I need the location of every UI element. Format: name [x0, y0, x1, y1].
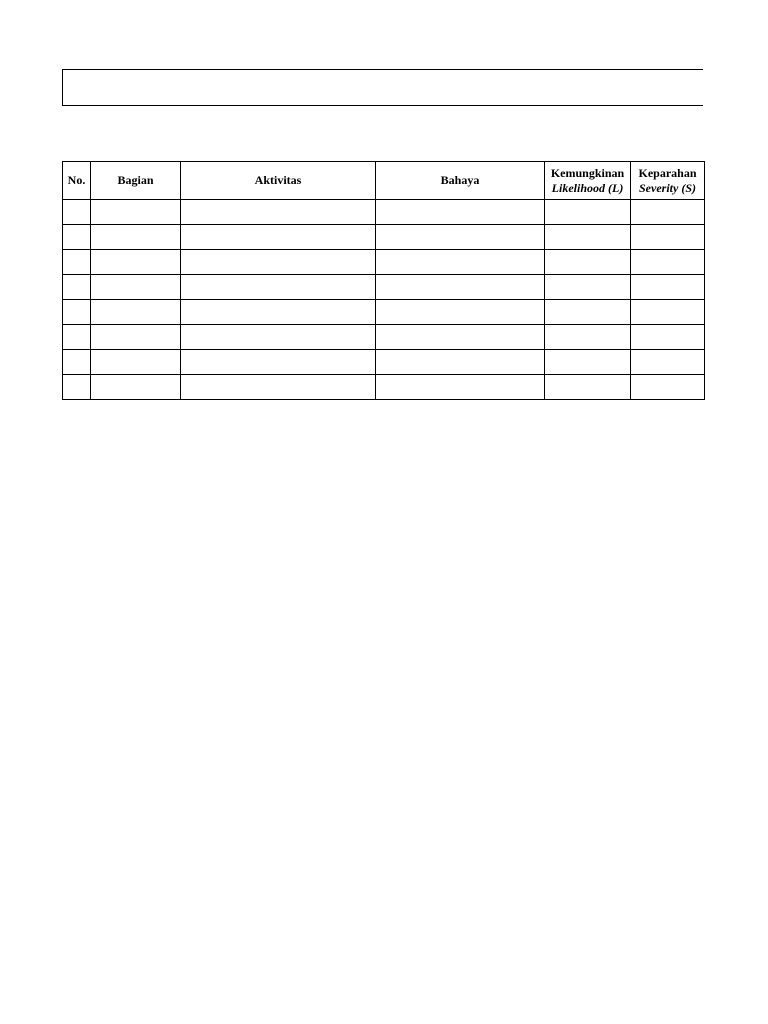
header-kemungkinan-label: Kemungkinan	[550, 165, 625, 180]
cell-bagian	[91, 275, 181, 300]
cell-bahaya	[376, 225, 545, 250]
cell-kemungkinan	[545, 200, 631, 225]
header-bahaya: Bahaya	[376, 162, 545, 200]
cell-no	[63, 375, 91, 400]
cell-aktivitas	[181, 225, 376, 250]
cell-no	[63, 250, 91, 275]
cell-bahaya	[376, 325, 545, 350]
cell-kemungkinan	[545, 350, 631, 375]
risk-assessment-table	[62, 161, 705, 400]
cell-keparahan	[631, 250, 705, 275]
header-aktivitas: Aktivitas	[181, 162, 376, 200]
cell-bahaya	[376, 350, 545, 375]
table-row	[63, 300, 705, 325]
cell-no	[63, 300, 91, 325]
table-row	[63, 350, 705, 375]
document-title-box	[62, 69, 703, 106]
cell-kemungkinan	[545, 300, 631, 325]
cell-kemungkinan	[545, 225, 631, 250]
cell-keparahan	[631, 300, 705, 325]
cell-aktivitas	[181, 200, 376, 225]
cell-bagian	[91, 325, 181, 350]
header-bagian: Bagian	[91, 162, 181, 200]
table-header-row	[63, 162, 705, 200]
cell-aktivitas	[181, 350, 376, 375]
cell-kemungkinan	[545, 325, 631, 350]
cell-bagian	[91, 250, 181, 275]
cell-bahaya	[376, 275, 545, 300]
cell-keparahan	[631, 200, 705, 225]
table-row	[63, 325, 705, 350]
cell-no	[63, 225, 91, 250]
header-keparahan	[631, 162, 705, 200]
table-row	[63, 250, 705, 275]
cell-keparahan	[631, 350, 705, 375]
table-row	[63, 275, 705, 300]
cell-kemungkinan	[545, 375, 631, 400]
table-row	[63, 225, 705, 250]
header-kemungkinan	[545, 162, 631, 200]
cell-keparahan	[631, 225, 705, 250]
table-body	[63, 200, 705, 400]
cell-aktivitas	[181, 300, 376, 325]
cell-keparahan	[631, 325, 705, 350]
cell-no	[63, 350, 91, 375]
cell-aktivitas	[181, 325, 376, 350]
cell-bagian	[91, 375, 181, 400]
cell-bagian	[91, 350, 181, 375]
table-row	[63, 375, 705, 400]
cell-bahaya	[376, 200, 545, 225]
cell-aktivitas	[181, 375, 376, 400]
cell-bahaya	[376, 250, 545, 275]
table-row	[63, 200, 705, 225]
cell-bagian	[91, 300, 181, 325]
cell-bagian	[91, 200, 181, 225]
cell-kemungkinan	[545, 250, 631, 275]
cell-no	[63, 325, 91, 350]
cell-no	[63, 275, 91, 300]
cell-bahaya	[376, 300, 545, 325]
header-keparahan-label: Keparahan	[638, 165, 697, 180]
cell-bagian	[91, 225, 181, 250]
cell-aktivitas	[181, 275, 376, 300]
cell-kemungkinan	[545, 275, 631, 300]
header-likelihood-label: Likelihood (L)	[551, 180, 624, 195]
header-severity-label: Severity (S)	[639, 180, 696, 195]
cell-keparahan	[631, 275, 705, 300]
cell-bahaya	[376, 375, 545, 400]
cell-aktivitas	[181, 250, 376, 275]
cell-keparahan	[631, 375, 705, 400]
cell-no	[63, 200, 91, 225]
header-no: No.	[63, 162, 91, 200]
